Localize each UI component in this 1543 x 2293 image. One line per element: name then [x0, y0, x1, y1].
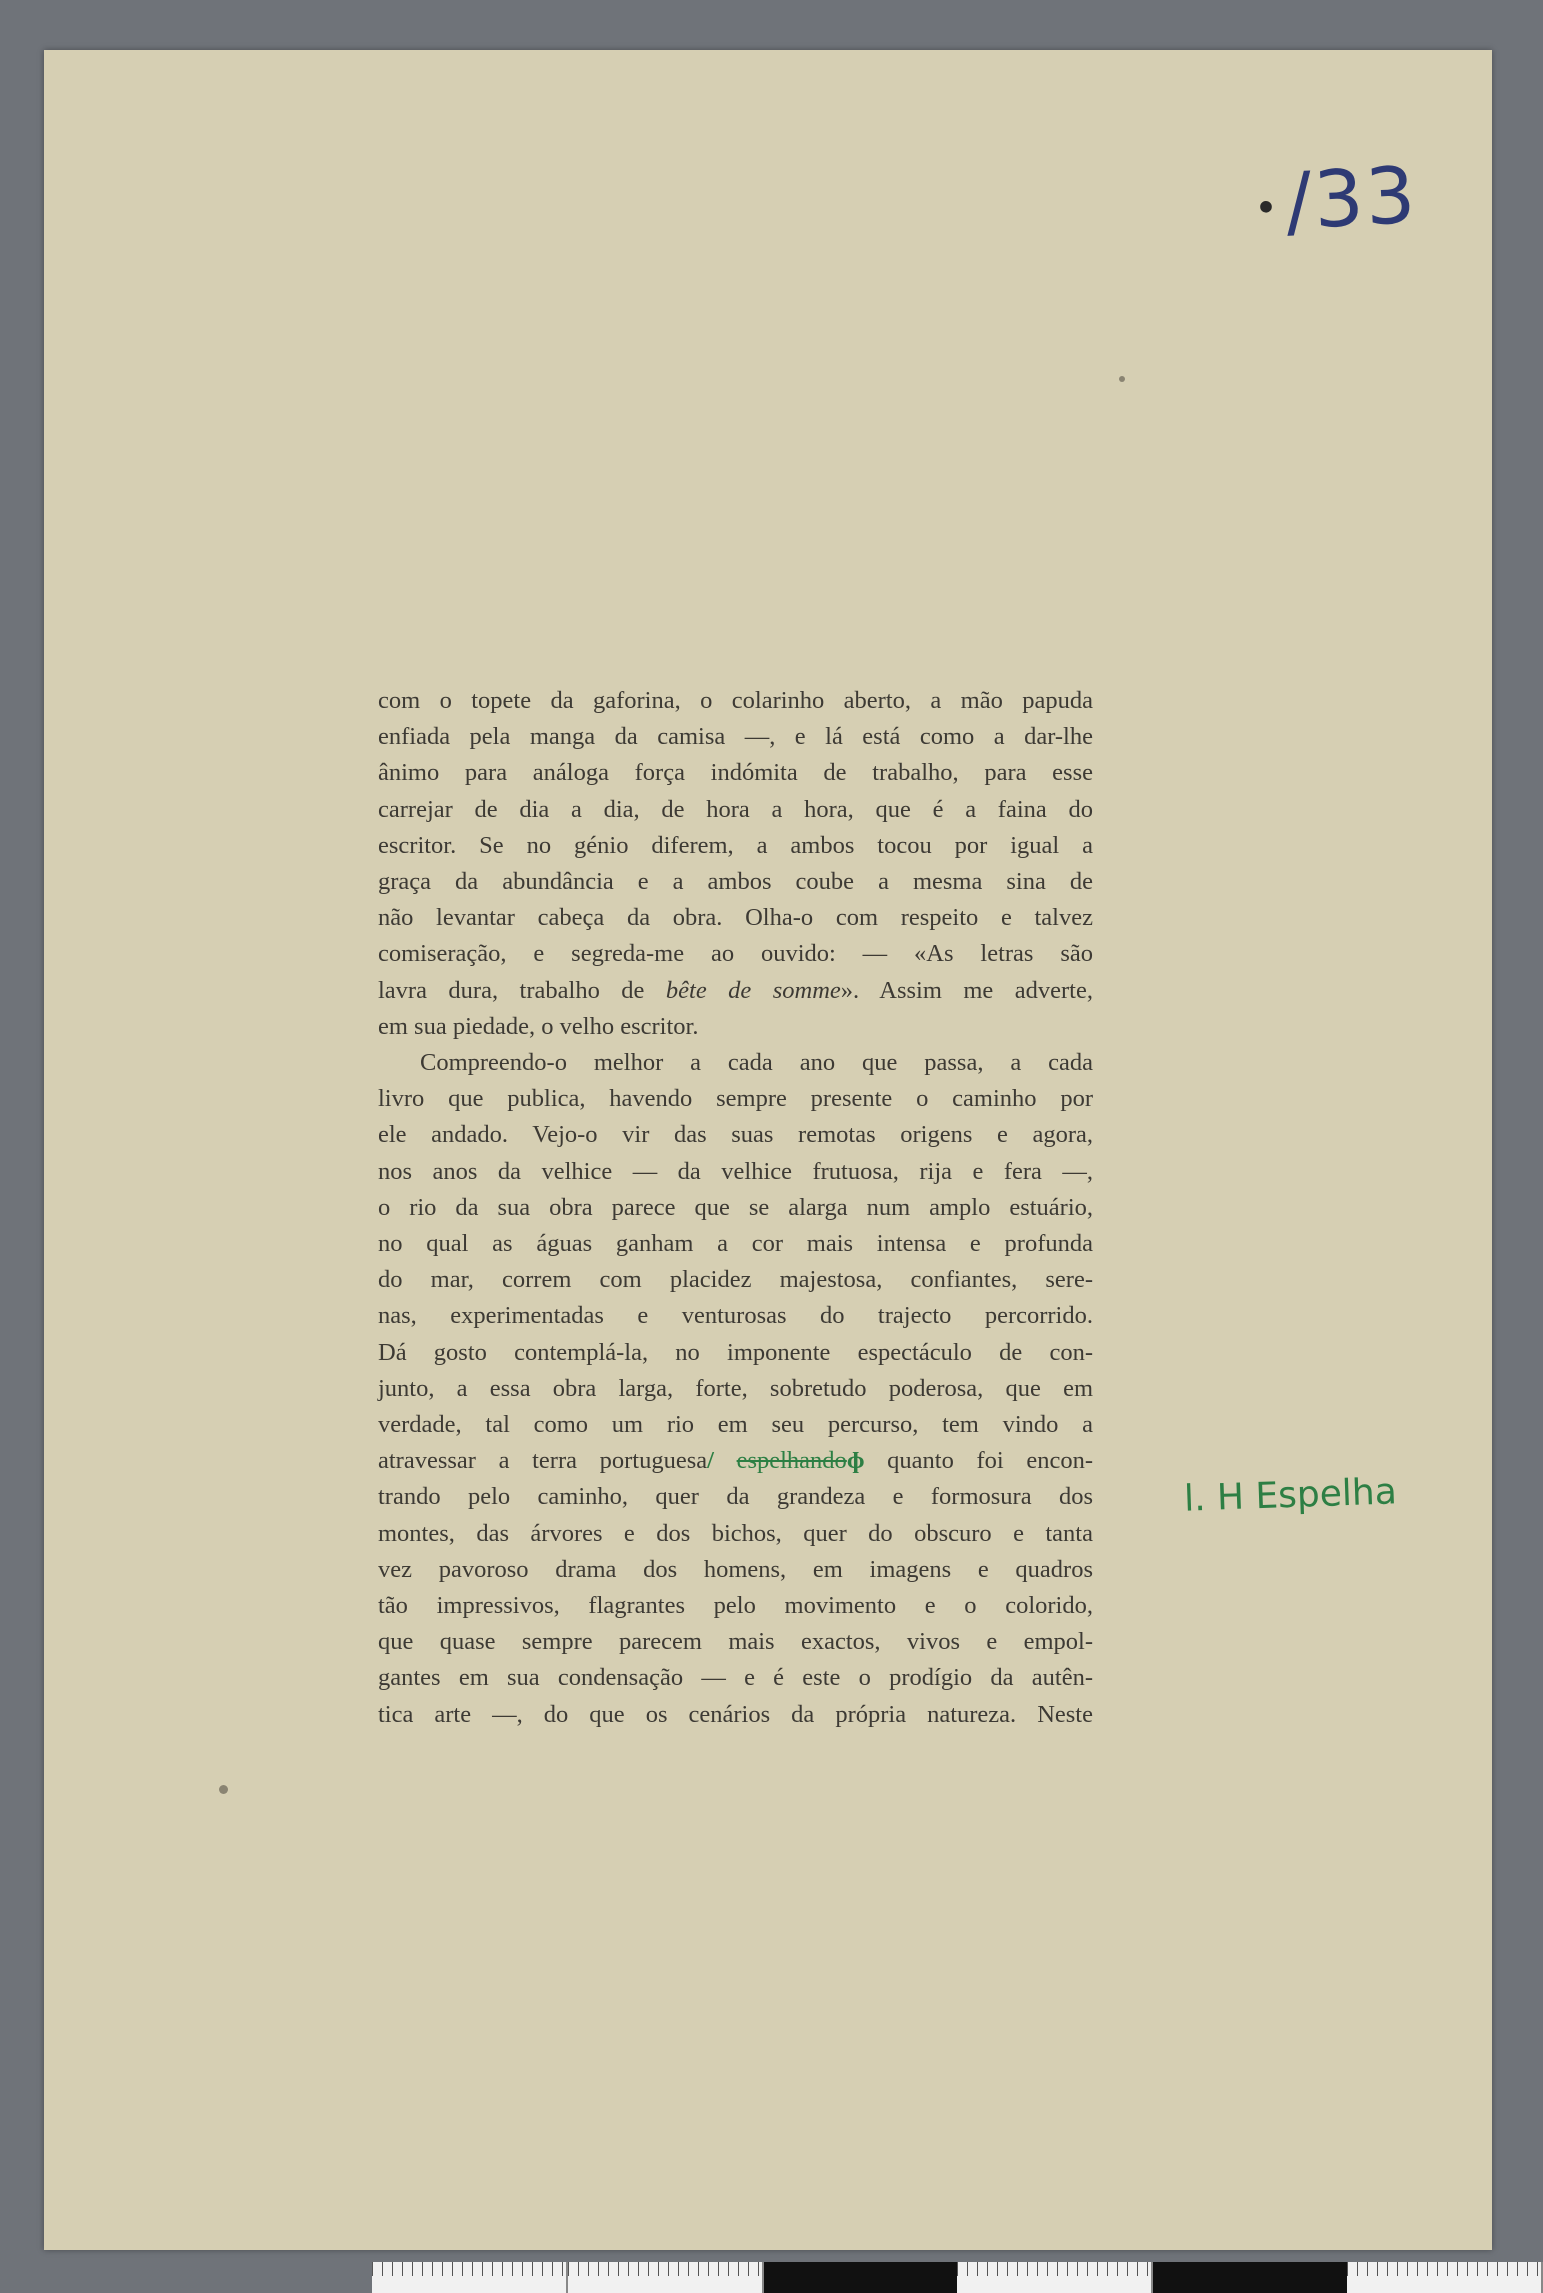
text-line: escritor. Se no génio diferem, a ambos tocou por igual a — [378, 831, 1093, 859]
text-line: do mar, correm com placidez majestosa, confiantes, sere- — [378, 1266, 1093, 1294]
paper-speck — [219, 1785, 228, 1794]
struck-word: espelhando — [736, 1447, 847, 1475]
folio-text: /33 — [1283, 150, 1420, 248]
text-line — [378, 1443, 1093, 1479]
text-line: nos anos da velhice — da velhice frutuosa, rija e fera —, — [378, 1157, 1093, 1185]
insertion-mark: / — [707, 1447, 714, 1475]
text-line: trando pelo caminho, quer da grandeza e formosura dos — [378, 1483, 1093, 1511]
text-line: tão impressivos, flagrantes pelo movimento e o colorido, — [378, 1592, 1093, 1620]
text-segment: lavra dura, trabalho de — [378, 976, 645, 1004]
ruler-segment-black — [764, 2262, 958, 2293]
text-line: no qual as águas ganham a cor mais intensa e profunda — [378, 1230, 1093, 1258]
text-line: montes, das árvores e dos bichos, quer do obscuro e tanta — [378, 1519, 1093, 1547]
ruler-segment-white — [957, 2262, 1153, 2293]
text-line: em sua piedade, o velho escritor. — [378, 1012, 699, 1040]
text-line — [378, 973, 1093, 1009]
text-line: que quase sempre parecem mais exactos, vivos e empol- — [378, 1628, 1093, 1656]
text-segment: atravessar a terra portuguesa — [378, 1447, 708, 1475]
text-line: tica arte —, do que os cenários da própria natureza. Neste — [378, 1700, 1093, 1728]
bracket-mark: ɸ — [846, 1447, 865, 1475]
folio-dot: • — [1253, 184, 1282, 232]
text-line: não levantar cabeça da obra. Olha-o com respeito e talvez — [378, 904, 1093, 932]
text-line: graça da abundância e a ambos coube a mesma sina de — [378, 868, 1093, 896]
text-line: ânimo para análoga força indómita de trabalho, para esse — [378, 759, 1093, 787]
scale-ruler — [372, 2262, 1543, 2293]
text-line: vez pavoroso drama dos homens, em imagens e quadros — [378, 1555, 1093, 1583]
text-line: o rio da sua obra parece que se alarga num amplo estuário, — [378, 1193, 1093, 1221]
text-line: Dá gosto contemplá-la, no imponente espectáculo de con- — [378, 1338, 1093, 1366]
italic-phrase: bête de somme — [665, 976, 841, 1004]
text-line: junto, a essa obra larga, forte, sobretudo poderosa, que em — [378, 1374, 1093, 1402]
text-line: carrejar de dia a dia, de hora a hora, que é a faina do — [378, 795, 1093, 823]
paper-speck — [1119, 376, 1125, 382]
text-line: ele andado. Vejo-o vir das suas remotas origens e agora, — [378, 1121, 1093, 1149]
text-line: nas, experimentadas e venturosas do trajecto percorrido. — [378, 1302, 1093, 1330]
text-segment: ». Assim me adverte, — [840, 976, 1093, 1004]
text-line: livro que publica, havendo sempre presente o caminho por — [378, 1085, 1093, 1113]
ruler-segment-black — [1153, 2262, 1347, 2293]
ruler-segment-white — [372, 2262, 568, 2293]
text-line: enfiada pela manga da camisa —, e lá está como a dar-lhe — [378, 723, 1093, 751]
body-text — [378, 683, 1093, 1733]
text-line: verdade, tal como um rio em seu percurso, tem vindo a — [378, 1411, 1093, 1439]
text-segment: quanto foi encon- — [887, 1447, 1094, 1475]
margin-note: l. H Espelha — [1183, 1471, 1398, 1520]
ruler-segment-white — [568, 2262, 764, 2293]
text-line: com o topete da gaforina, o colarinho aberto, a mão papuda — [378, 687, 1093, 714]
text-line: gantes em sua condensação — e é este o prodígio da autên- — [378, 1664, 1093, 1692]
text-line: comiseração, e segreda-me ao ouvido: — «As letras são — [378, 940, 1093, 968]
ruler-segment-white — [1347, 2262, 1543, 2293]
text-line: Compreendo-o melhor a cada ano que passa, a cada — [420, 1049, 1093, 1077]
folio-number — [1252, 151, 1420, 249]
